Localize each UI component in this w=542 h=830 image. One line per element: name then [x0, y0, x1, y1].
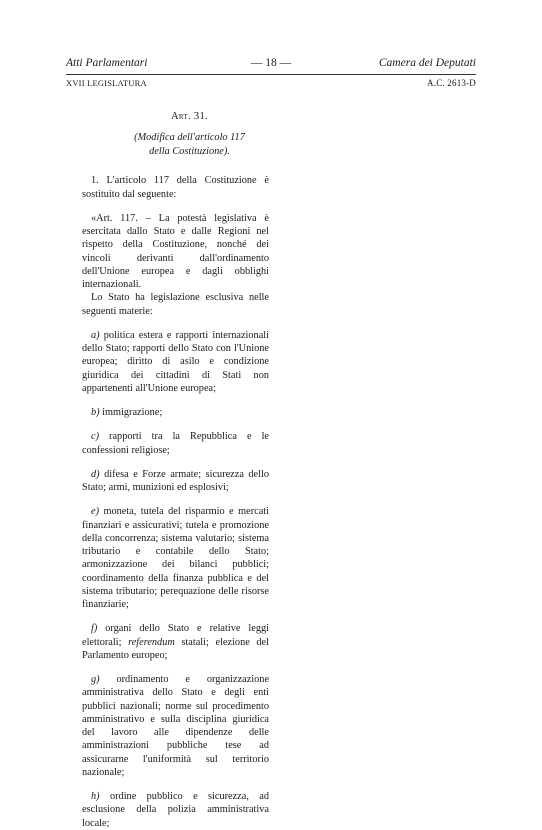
paragraph-2: Lo Stato ha legislazione esclusiva nelle seguenti materie: — [82, 292, 269, 317]
intro-paragraph: 1. L'articolo 117 della Costituzione è sostituito dal seguente: — [82, 175, 269, 200]
page-subheader — [66, 78, 476, 90]
text-column — [82, 110, 269, 830]
list-item — [82, 505, 269, 611]
list-item — [82, 430, 269, 457]
item-letter: a) — [91, 329, 100, 341]
page-header — [66, 57, 476, 73]
legislature-label: XVII LEGISLATURA — [66, 78, 147, 88]
item-text: immigrazione; — [102, 407, 163, 418]
item-letter: c) — [91, 431, 99, 443]
item-letter: d) — [91, 468, 100, 480]
item-letter: h) — [91, 791, 100, 802]
item-text: ordinamento e organizzazione amministrativa dello Stato e degli enti pubblici nazionali; norme sul procedimento amministrativo e sulla disciplina giuridica del lavoro alle dipendenze delle amministrazioni pubbliche tese ad assicurarne l'uniformità sul territorio nazionale; — [82, 674, 270, 778]
item-text: politica estera e rapporti internazionali dello Stato; rapporti dello Stato con l'Unione europea; diritto di asilo e condizione giuridica dei cittadini di Stati non appartenenti all'Unione europea; — [82, 329, 269, 394]
item-emphasis: referendum — [128, 636, 175, 648]
article-subtitle-line-1: (Modifica dell'articolo 117 — [134, 132, 245, 144]
list-item — [82, 622, 269, 662]
list-item — [82, 790, 269, 830]
item-text: moneta, tutela del risparmio e mercati finanziari e assicurativi; tutela e promozione della concorrenza; sistema valutario; sistema tributario e contabile dello Stato; armonizzazione dei bilanci pubblici; coordinamento della finanza pubblica e del sistema tributario; perequazione delle risorse finanziarie; — [82, 506, 270, 610]
header-chamber: Camera dei Deputati — [378, 57, 476, 69]
header-publication: Atti Parlamentari — [66, 57, 148, 69]
item-text: ordine pubblico e sicurezza, ad esclusione della polizia amministrativa locale; — [82, 791, 270, 829]
list-item — [82, 468, 269, 495]
item-text: rapporti tra la Repubblica e le confessioni religiose; — [82, 431, 270, 456]
item-letter: e) — [91, 506, 99, 518]
document-code: A.C. 2613-D — [427, 78, 476, 88]
article-number: Art. 31. — [171, 111, 208, 122]
article-subtitle — [110, 131, 269, 158]
page-number: — 18 — — [250, 57, 292, 69]
item-text: difesa e Forze armate; sicurezza dello Stato; armi, munizioni ed esplosivi; — [82, 468, 269, 493]
item-text: statali; elezione del Parlamento europeo; — [82, 636, 269, 661]
item-letter: b) — [91, 407, 100, 418]
item-letter: f) — [91, 623, 98, 635]
article-subtitle-line-2: della Costituzione). — [149, 145, 230, 157]
item-text: organi dello Stato e relative leggi elettorali; — [82, 623, 269, 648]
materie-list — [82, 329, 269, 830]
paragraph-1: «Art. 117. – La potestà legislativa è esercitata dallo Stato e dalle Regioni nel rispetto della Costituzione, nonché dei vincoli derivanti dall'ordinamento dell'Unione europea e dagli obblighi internazionali. — [82, 212, 269, 290]
list-item — [82, 673, 269, 779]
item-letter: g) — [91, 674, 100, 685]
header-rule — [66, 74, 476, 75]
list-item — [82, 329, 269, 395]
list-item — [82, 406, 269, 419]
